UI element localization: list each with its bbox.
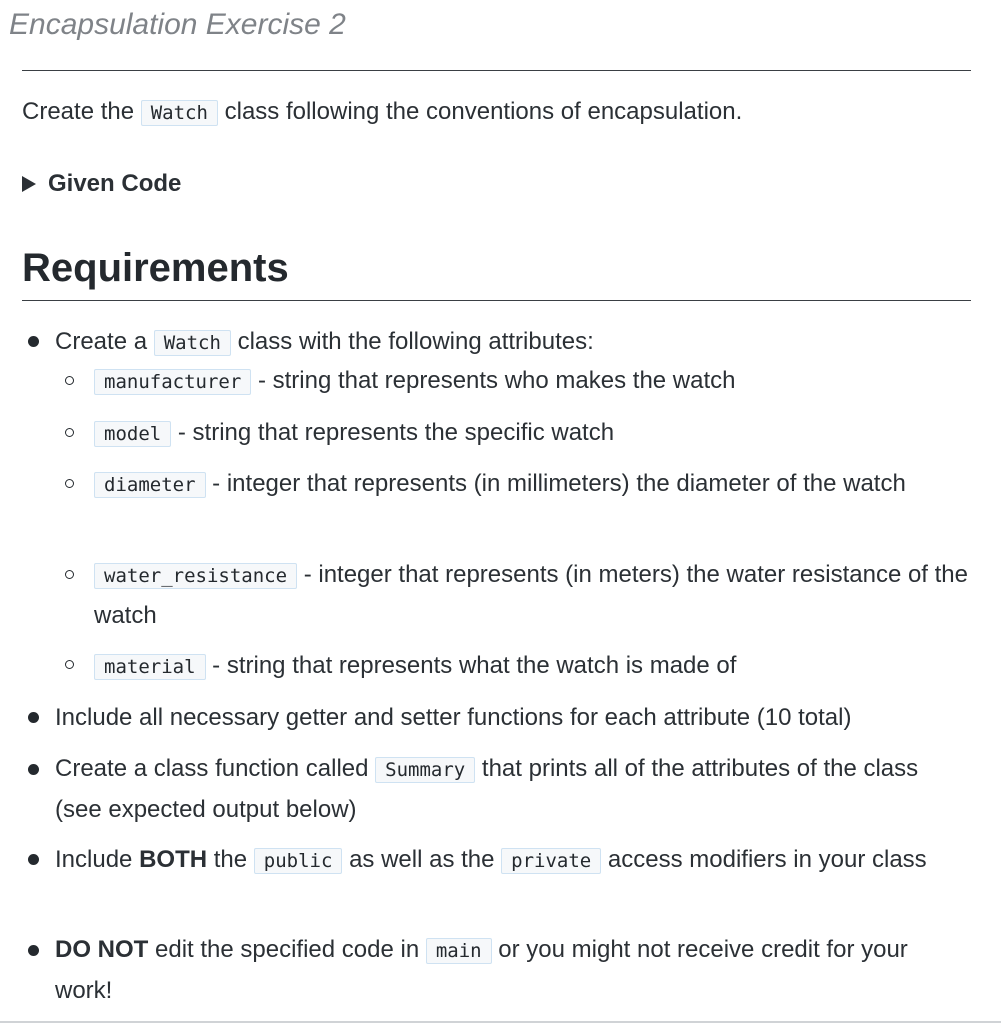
attribute-text: - string that represents the specific watch <box>171 419 615 446</box>
bullet-icon <box>28 712 39 723</box>
attribute-code: model <box>94 421 171 447</box>
attribute-item-manufacturer <box>94 361 971 402</box>
requirements-heading: Requirements <box>22 246 289 290</box>
item4-mid2: as well as the <box>342 846 502 873</box>
item3-prefix: Create a class function called <box>55 755 376 782</box>
requirement-item-1 <box>55 322 971 363</box>
attribute-text: - integer that represents (in meters) the water resistance of the watch <box>94 561 968 629</box>
requirement-item-5 <box>55 930 971 1010</box>
item1-code-watch: Watch <box>154 330 231 356</box>
item5-bold: DO NOT <box>55 936 149 963</box>
intro-prefix: Create the <box>22 98 141 125</box>
requirements-divider <box>22 300 971 301</box>
attribute-code: manufacturer <box>94 369 251 395</box>
sub-bullet-icon <box>65 428 74 437</box>
item5-prefix: edit the specified code in <box>148 936 426 963</box>
sub-bullet-icon <box>65 570 74 579</box>
item5-suffix: or you might not receive credit for your work! <box>55 936 908 1004</box>
attribute-item-diameter <box>94 464 914 505</box>
bullet-icon <box>28 854 39 865</box>
intro-suffix: class following the conventions of encapsulation. <box>217 98 743 125</box>
item1-suffix: class with the following attributes: <box>230 328 594 355</box>
bullet-icon <box>28 764 39 775</box>
item4-prefix: Include <box>55 846 140 873</box>
attribute-code: material <box>94 654 206 680</box>
item3-suffix: that prints all of the attributes of the class (see expected output below) <box>55 755 919 823</box>
attribute-item-model <box>94 413 971 454</box>
sub-bullet-icon <box>65 376 74 385</box>
attribute-text: - integer that represents (in millimeters) the diameter of the watch <box>205 470 906 497</box>
given-code-label: Given Code <box>48 170 182 197</box>
sub-bullet-icon <box>65 479 74 488</box>
page-title: Encapsulation Exercise 2 <box>9 8 346 41</box>
attribute-text: - string that represents what the watch is made of <box>205 652 737 679</box>
requirement-item-4 <box>55 840 935 881</box>
given-code-toggle[interactable] <box>22 168 181 200</box>
item4-bold: BOTH <box>139 846 208 873</box>
item4-code-public: public <box>254 848 343 874</box>
attribute-item-water-resistance <box>94 555 971 635</box>
intro-code-watch: Watch <box>141 100 218 126</box>
attribute-code: water_resistance <box>94 563 297 589</box>
item4-mid1: the <box>207 846 254 873</box>
sub-bullet-icon <box>65 660 74 669</box>
item4-suffix: access modifiers in your class <box>601 846 927 873</box>
item3-code-summary: Summary <box>375 757 475 783</box>
attribute-item-material <box>94 646 971 687</box>
bottom-divider <box>0 1021 1001 1023</box>
intro-paragraph <box>22 96 742 129</box>
item5-code-main: main <box>426 938 492 964</box>
bullet-icon <box>28 336 39 347</box>
item1-prefix: Create a <box>55 328 154 355</box>
attribute-code: diameter <box>94 472 206 498</box>
item4-code-private: private <box>501 848 601 874</box>
bullet-icon <box>28 945 39 956</box>
requirement-item-2: Include all necessary getter and setter functions for each attribute (10 total) <box>55 704 852 731</box>
requirement-item-3 <box>55 749 935 829</box>
disclosure-triangle-icon <box>22 176 36 192</box>
attribute-text: - string that represents who makes the watch <box>251 367 736 394</box>
title-divider <box>22 70 971 71</box>
